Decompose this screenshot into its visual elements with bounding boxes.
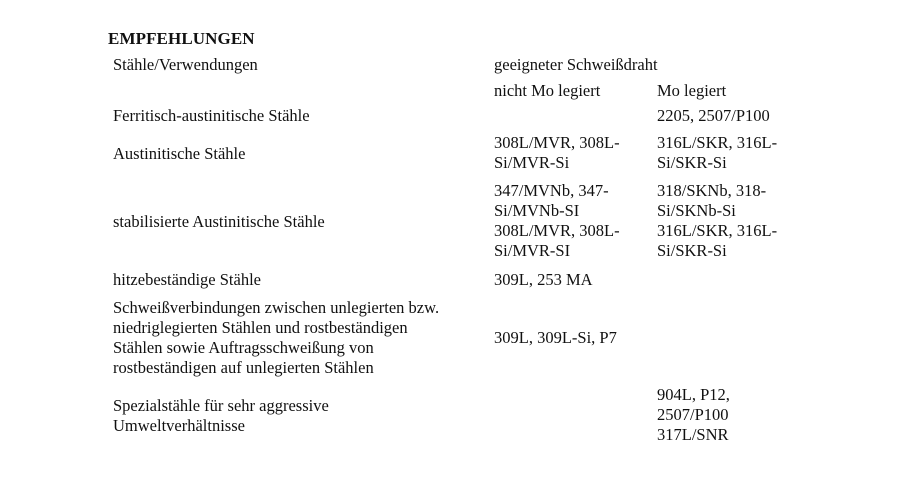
row-heat-resistant-steel: hitzebeständige Stähle: [113, 270, 261, 289]
header-welding-wire: geeigneter Schweißdraht: [494, 55, 658, 74]
row-austenitic-non-mo: 308L/MVR, 308L- Si/MVR-Si: [494, 133, 620, 172]
row-stabilized-austenitic-non-mo: 347/MVNb, 347- Si/MVNb-SI 308L/MVR, 308L- Si/MVR-SI: [494, 181, 620, 260]
header-steels-uses: Stähle/Verwendungen: [113, 55, 258, 74]
row-ferritic-austenitic-steel: Ferritisch-austinitische Stähle: [113, 106, 310, 125]
row-austenitic-mo: 316L/SKR, 316L- Si/SKR-Si: [657, 133, 778, 172]
row-dissimilar-welds-steel: Schweißverbindungen zwischen unlegierten bzw. niedriglegierten Stählen und rostbeständigen Stählen sowie Auftragsschweißung von rostbeständigen auf unlegierten Stählen: [113, 298, 440, 377]
row-special-steels-mo: 904L, P12, 2507/P100 317L/SNR: [657, 385, 730, 444]
row-stabilized-austenitic-steel: stabilisierte Austinitische Stähle: [113, 212, 325, 231]
subheader-mo-alloyed: Mo legiert: [657, 81, 727, 100]
document-heading: EMPFEHLUNGEN: [108, 29, 255, 48]
row-heat-resistant-non-mo: 309L, 253 MA: [494, 270, 593, 289]
subheader-not-mo-alloyed: nicht Mo legiert: [494, 81, 601, 100]
row-austenitic-steel: Austinitische Stähle: [113, 144, 246, 163]
row-stabilized-austenitic-mo: 318/SKNb, 318- Si/SKNb-Si 316L/SKR, 316L- Si/SKR-Si: [657, 181, 778, 260]
row-ferritic-austenitic-mo: 2205, 2507/P100: [657, 106, 770, 125]
row-dissimilar-welds-non-mo: 309L, 309L-Si, P7: [494, 328, 617, 347]
row-special-steels-steel: Spezialstähle für sehr aggressive Umweltverhältnisse: [113, 396, 329, 435]
